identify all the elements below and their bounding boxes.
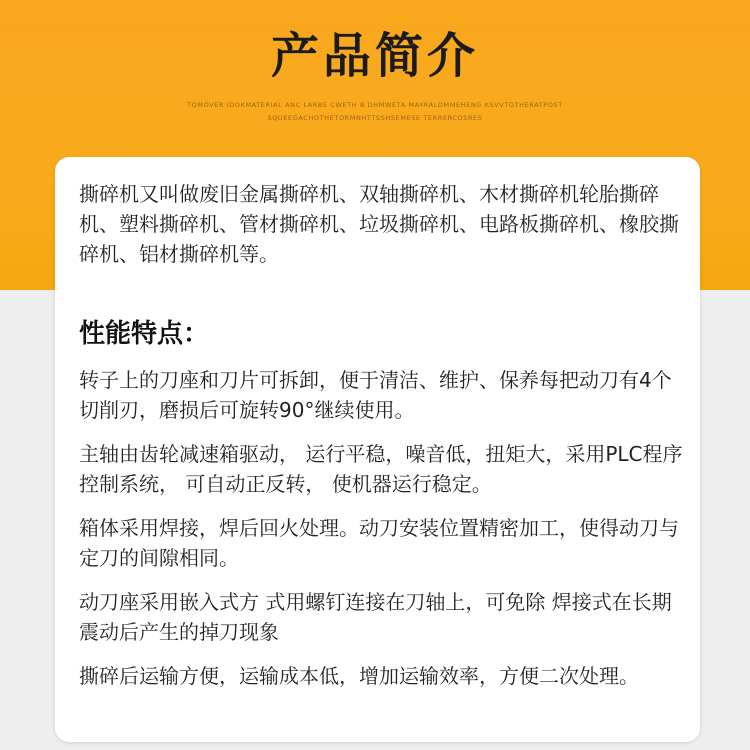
intro-paragraph: 撕碎机又叫做废旧金属撕碎机、双轴撕碎机、木材撕碎机轮胎撕碎机、塑料撕碎机、管材撕碎机、垃圾撕碎机、电路板撕碎机、橡胶撕碎机、铝材撕碎机等。 <box>79 182 679 266</box>
page-title: 产品简介 <box>270 28 479 84</box>
feature-paragraph: 箱体采用焊接，焊后回火处理。动刀安装位置精密加工，使得动刀与定刀的间隙相同。 <box>79 516 679 570</box>
features-heading: 性能特点： <box>79 319 210 349</box>
feature-paragraph: 动刀座采用嵌入式方 式用螺钉连接在刀轴上，可免除 焊接式在长期震动后产生的掉刀现象 <box>79 590 672 644</box>
feature-paragraph: 转子上的刀座和刀片可拆卸，便于清洁、维护、保养每把动刀有4个切削刃，磨损后可旋转90°继续使用。 <box>79 368 672 422</box>
subtitle-line-2: SQUEEGACHOTHETORMNHTTSSHSEMESE TERRERCOSRES <box>267 114 483 122</box>
content-card <box>55 157 700 742</box>
feature-paragraph: 主轴由齿轮减速箱驱动， 运行平稳，噪音低，扭矩大，采用PLC程序控制系统， 可自动正反转， 使机器运行稳定。 <box>79 442 683 496</box>
feature-paragraph: 撕碎后运输方便，运输成本低，增加运输效率，方便二次处理。 <box>79 664 639 688</box>
subtitle-line-1: TOMOVER IDOKMATERIAL ANC LARBE CWETH B DHMWETA MAYRALDMMEHENG KSVVTOTHERATPOST <box>187 101 563 109</box>
